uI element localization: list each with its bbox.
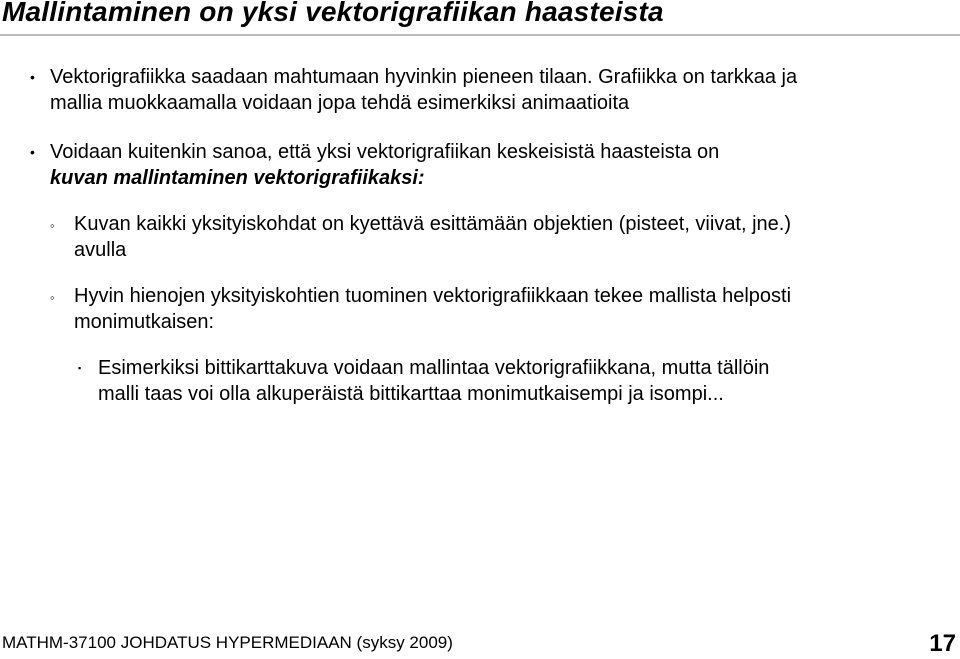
- bullet-line: avulla: [74, 239, 127, 261]
- bullet-marker: •: [30, 69, 35, 85]
- bullet-line: mallia muokkaamalla voidaan jopa tehdä esimerkiksi animaatioita: [50, 92, 630, 114]
- title-divider: [0, 34, 960, 36]
- sub-sub-bullet-marker: ▪: [78, 363, 82, 373]
- bullet-line: malli taas voi olla alkuperäistä bittikarttaa monimutkaisempi ja isompi...: [98, 383, 724, 405]
- bullet-marker: •: [30, 144, 35, 160]
- sub-sub-bullet-text: [98, 355, 948, 407]
- page-number: 17: [929, 630, 956, 657]
- bullet-line: monimutkaisen:: [74, 311, 215, 333]
- bullet-line: Esimerkiksi bittikarttakuva voidaan mallintaa vektorigrafiikkana, mutta tällöin: [98, 357, 770, 379]
- bullet-line: Hyvin hienojen yksityiskohtien tuominen vektorigrafiikkaan tekee mallista helposti: [74, 285, 792, 307]
- sub-bullet-text: [74, 283, 954, 335]
- bullet-line: Kuvan kaikki yksityiskohdat on kyettävä esittämään objektien (pisteet, viivat, jne.): [74, 213, 792, 235]
- footer-course-name: MATHM-37100 JOHDATUS HYPERMEDIAAN (syksy 2009): [2, 633, 453, 652]
- slide-title: Mallintaminen on yksi vektorigrafiikan haasteista: [2, 0, 664, 27]
- bullet-line: Voidaan kuitenkin sanoa, että yksi vektorigrafiikan keskeisistä haasteista on: [50, 141, 720, 163]
- bullet-text: [50, 139, 955, 191]
- emphasis-line: kuvan mallintaminen vektorigrafiikaksi:: [50, 167, 425, 189]
- bullet-text: [50, 64, 955, 116]
- bullet-line: Vektorigrafiikka saadaan mahtumaan hyvinkin pieneen tilaan. Grafiikka on tarkkaa ja: [50, 66, 798, 88]
- sub-bullet-text: [74, 211, 954, 263]
- sub-bullet-marker: ◦: [50, 218, 55, 233]
- sub-bullet-marker: ◦: [50, 290, 55, 305]
